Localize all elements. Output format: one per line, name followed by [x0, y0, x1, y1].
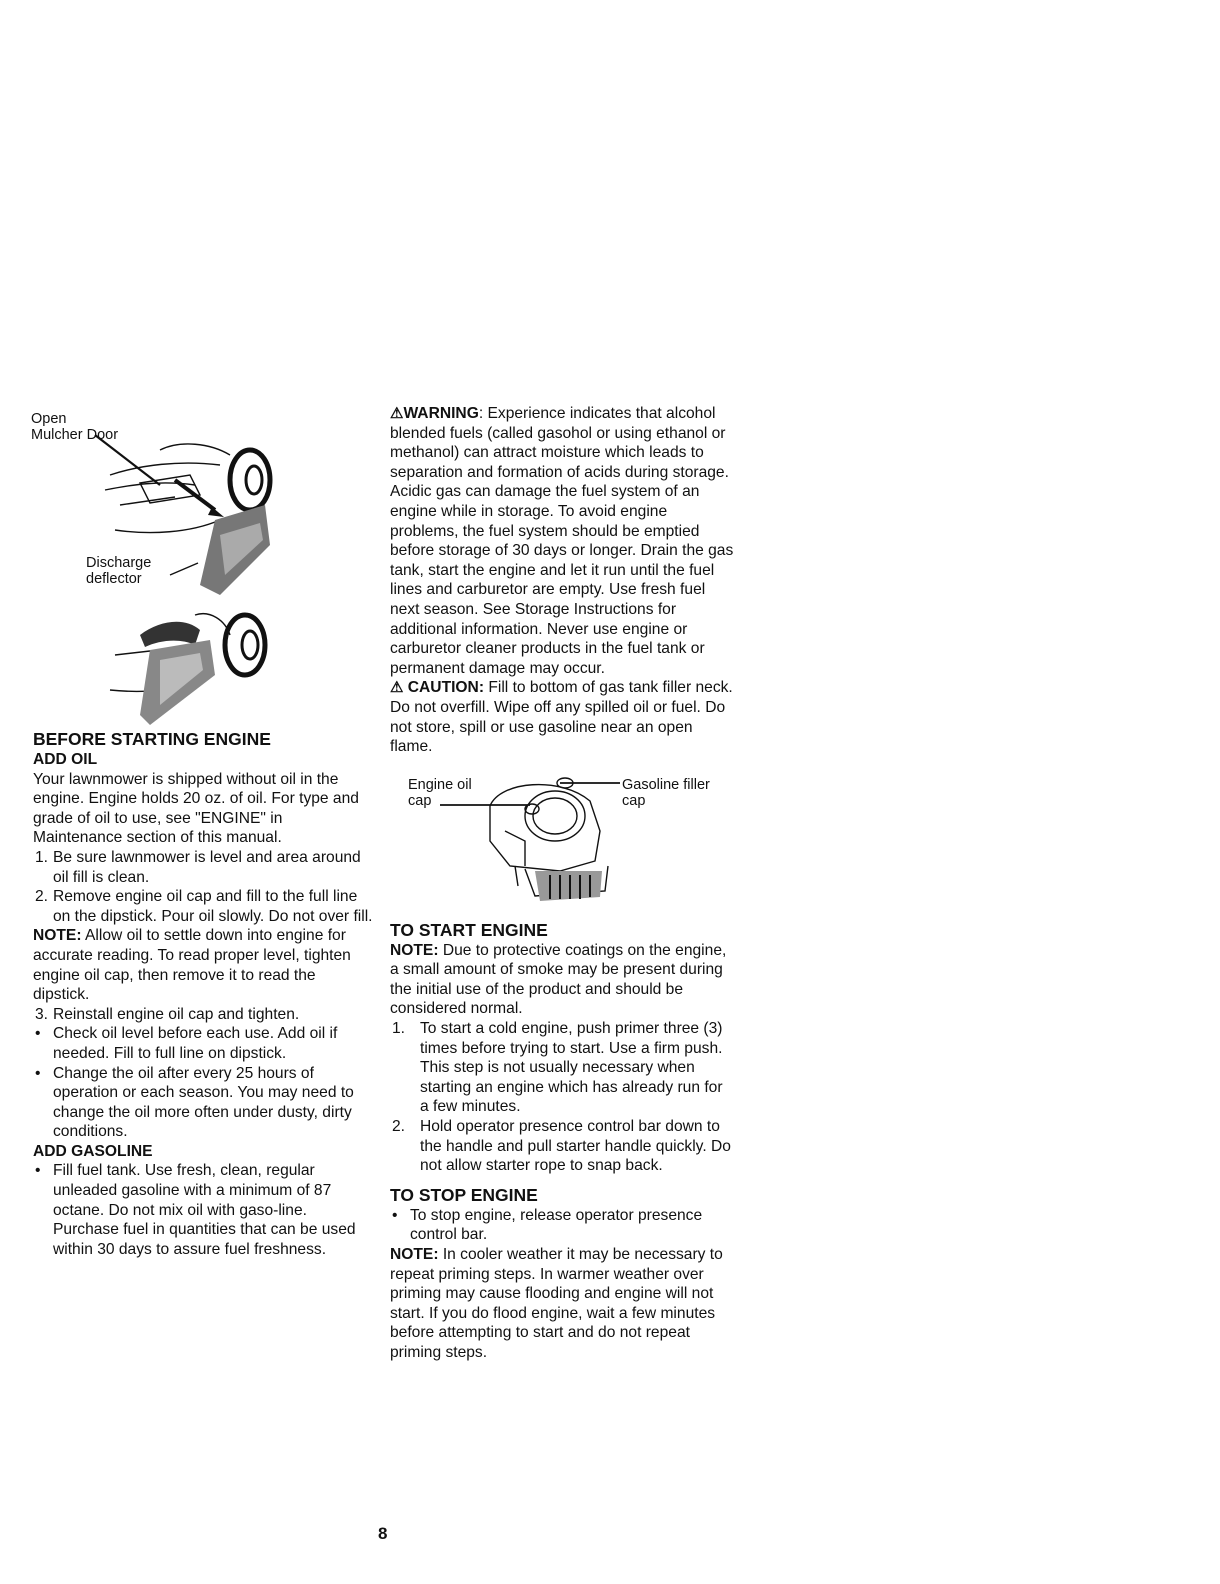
list-marker: 2. [35, 888, 49, 906]
bullet-item [33, 1064, 375, 1142]
bullet-marker: • [35, 1025, 41, 1043]
stop-engine-note [390, 1245, 735, 1363]
figure-label-gasoline-filler-cap: Gasoline filler cap [622, 776, 710, 809]
warning-label: WARNING [403, 405, 479, 422]
start-engine-note [390, 941, 735, 1019]
list-item [390, 1019, 735, 1117]
list-item-text: To start a cold engine, push primer three (3) times before trying to start. Use a firm push. This step is not usually necessary when starting an engine which has already run for a few minutes. [420, 1020, 723, 1116]
bullet-item [33, 1024, 375, 1063]
engine-illustration [430, 771, 630, 911]
bullet-text: Change the oil after every 25 hours of operation or each season. You may need to change the oil more often under dusty, dirty conditions. [53, 1064, 354, 1141]
warning-paragraph [390, 404, 735, 678]
bullet-marker: • [35, 1162, 41, 1180]
list-item [390, 1117, 735, 1176]
heading-add-gasoline: ADD GASOLINE [33, 1142, 153, 1160]
mulcher-door-illustration [100, 435, 290, 610]
caution-icon: ⚠ [390, 679, 404, 697]
note-text: In cooler weather it may be necessary to repeat priming steps. In warmer weather over priming may cause flooding and engine will not start. If you do flood engine, wait a few minutes before attempting to start and do not repeat priming steps. [390, 1246, 723, 1361]
page-number: 8 [378, 1524, 388, 1543]
caution-text: Fill to bottom of gas tank filler neck. Do not overfill. Wipe off any spilled oil or fuel. Do not store, spill or use gasoline near an open flame. [390, 679, 733, 756]
discharge-deflector-illustration [105, 605, 275, 730]
warning-icon: ⚠ [390, 405, 404, 422]
bullet-marker: • [35, 1064, 41, 1082]
right-column [390, 404, 735, 1363]
engine-figure [390, 757, 735, 907]
bullet-marker: • [392, 1206, 398, 1224]
left-column [33, 728, 375, 1259]
bullet-item [33, 1161, 375, 1259]
note-label: NOTE: [33, 927, 82, 945]
heading-to-start-engine: TO START ENGINE [390, 919, 548, 940]
list-marker: 1. [35, 848, 49, 866]
add-oil-note [33, 926, 375, 1004]
heading-add-oil: ADD OIL [33, 751, 98, 768]
figure-label-discharge-deflector: Discharge deflector [86, 555, 152, 587]
heading-before-starting-engine: BEFORE STARTING ENGINE [33, 729, 271, 749]
list-item-text: Remove engine oil cap and fill to the full line on the dipstick. Pour oil slowly. Do not over fill. [53, 888, 373, 925]
add-oil-intro: Your lawnmower is shipped without oil in the engine. Engine holds 20 oz. of oil. For type and grade of oil to use, see "ENGINE" in Maintenance section of this manual. [33, 770, 359, 847]
bullet-text: Fill fuel tank. Use fresh, clean, regular unleaded gasoline with a minimum of 87 octane. Do not mix oil with gaso-line. Purchase fuel in quantities that can be used within 30 days to assure fuel freshness. [53, 1162, 356, 1258]
warning-text: : Experience indicates that alcohol blended fuels (called gasohol or using ethanol or methanol) can attract moisture which leads to separation and formation of acids during storage. Acidic gas can damage the fuel system of an engine while in storage. To avoid engine problems, the fuel system should be emptied before storage of 30 days or longer. Drain the gas tank, start the engine and let it run until the fuel lines and carburetor are empty. Use fresh fuel next season. See Storage Instructions for additional information. Never use engine or carburetor cleaner products in the fuel tank or permanent damage may occur. [390, 405, 734, 677]
list-item [33, 887, 375, 926]
heading-to-stop-engine: TO STOP ENGINE [390, 1184, 538, 1205]
bullet-text: Check oil level before each use. Add oil if needed. Fill to full line on dipstick. [53, 1025, 338, 1062]
list-item-text: Be sure lawnmower is level and area around oil fill is clean. [53, 848, 361, 886]
bullet-item [390, 1206, 735, 1245]
note-text: Allow oil to settle down into engine for accurate reading. To read proper level, tighten engine oil cap, then remove it to read the dipstick. [33, 927, 351, 1004]
note-label: NOTE: [390, 941, 439, 959]
caution-paragraph [390, 678, 735, 756]
list-item-text: Hold operator presence control bar down to the handle and pull starter handle quickly. Do not allow starter rope to snap back. [420, 1118, 731, 1175]
list-marker: 1. [392, 1020, 406, 1038]
list-marker: 2. [392, 1118, 406, 1136]
figure-label-open-mulcher-door: Open Mulcher Door [31, 411, 119, 443]
note-text: Due to protective coatings on the engine, a small amount of smoke may be present during the initial use of the product and should be considered normal. [390, 941, 727, 1018]
caution-label: CAUTION: [403, 679, 485, 697]
list-item [33, 1005, 375, 1025]
note-label: NOTE: [390, 1246, 439, 1263]
list-marker: 3. [35, 1005, 49, 1023]
bullet-text: To stop engine, release operator presence control bar. [410, 1206, 703, 1244]
list-item [33, 848, 375, 887]
list-item-text: Reinstall engine oil cap and tighten. [53, 1005, 300, 1023]
figure-label-engine-oil-cap: Engine oil cap [408, 776, 472, 809]
